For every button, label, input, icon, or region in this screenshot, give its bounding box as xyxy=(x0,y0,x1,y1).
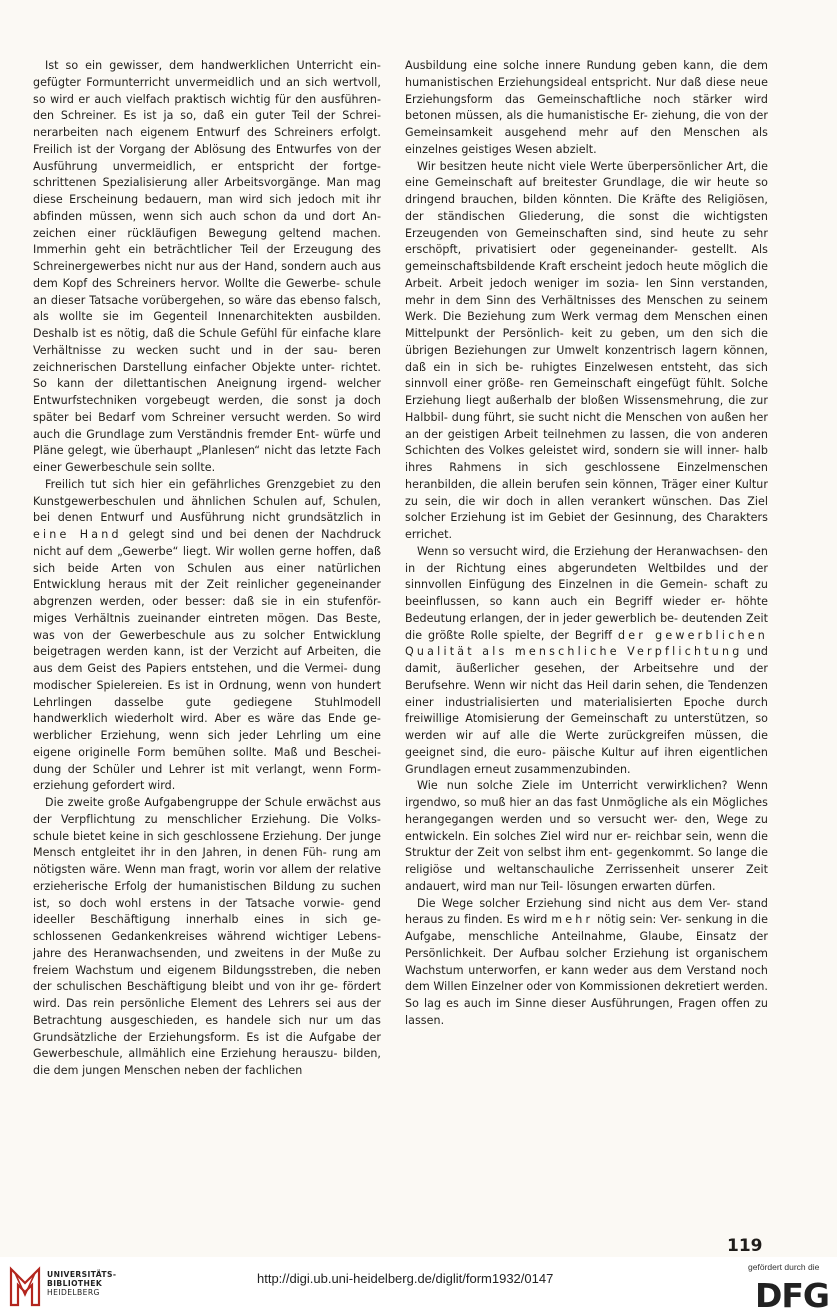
paragraph: Die zweite große Aufgabengruppe der Schule erwächst aus der Verpflichtung zu menschlicher Erziehung. Die Volks- schule bietet keine in sich geschlossene Erziehung. Der junge Mensch entgleitet ihr in den Jahren, in denen Füh- rung am nötigsten wäre. Wenn man fragt, worin vor allem der relative erzieherische Erfolg der humanistischen Bildung zu suchen ist, so doch wohl erstens in der Tatsache vorwie- gend ideeller Beschäftigung innerhalb eines in sich ge- schlossenen Gedankenkreises während wichtiger Lebens- jahre des Heranwachsenden, und zweitens in der Muße zu freiem Wachstum und eigenem Bildungsstreben, die neben der schulischen Beschäftigung bleibt und von ihr ge- fördert wird. Das rein persönliche Element des Lehrers sei aus der Betrachtung ausgeschieden, es handele sich nur um das Grundsätzliche der Erziehungsform. Es ist die Aufgabe der Gewerbeschule, allmählich eine Erziehung herauszu- bilden, die dem jungen Menschen neben der fachlichen xyxy=(33,796,381,1077)
ub-heidelberg-logo-icon[interactable] xyxy=(8,1265,42,1309)
spaced-emphasis: der gewerblichen Qualität als menschliche Verpflichtung xyxy=(405,628,768,659)
paragraph: Wie nun solche Ziele im Unterricht verwirklichen? Wenn irgendwo, so muß hier an das fast Unmögliche als ein Mögliches herangegangen werden und so versucht wer- den, Wege zu entwickeln. Ein solches Ziel wird nur er- reichbar sein, wenn die Struktur der Zeit von selbst ihm ent- gegenkommt. So lange die religiöse und weltanschauliche Zerrissenheit unserer Zeit andauert, wird man nur Teil- lösungen erwarten dürfen. xyxy=(405,779,768,893)
spaced-emphasis: mehr xyxy=(551,913,594,927)
paragraph: Ausbildung eine solche innere Rundung geben kann, die dem humanistischen Erziehungsideal entspricht. Nur daß diese neue Erziehungsform das Gemeinschaftliche noch stärker wird betonen müssen, als die humanistische Er- ziehung, die von der Gemeinsamkeit ausgehend mehr auf den Menschen als einzelnes geistiges Wesen abzielt. xyxy=(405,59,768,156)
footer-bar xyxy=(0,1257,837,1316)
paragraph: Die Wege solcher Erziehung sind nicht aus dem Ver- stand heraus zu finden. Es wird mehr nötig sein: Ver- senkung in die Aufgabe, menschliche Anteilnahme, Glaube, Einsatz der Persönlichkeit. Der Aufbau solcher Erziehung ist organischem Wachstum unterworfen, er kann weder aus dem Verstand noch dem Willen Einzelner oder von Kommissionen dekretiert werden. So lag es auch im Sinne dieser Ausführungen, Fragen offen zu lassen. xyxy=(405,896,768,1027)
dfg-logo: DFG xyxy=(755,1276,830,1315)
paragraph: Ist so ein gewisser, dem handwerklichen Unterricht ein- gefügter Formunterricht unvermeidlich und an sich wertvoll, so wird er auch vielfach praktisch wichtig für den ausführen- den Schreiner. Es ist ja so, daß ein guter Teil der Schrei- nerarbeiten nach eigenem Entwurf des Schreiners erfolgt. Freilich ist der Vorgang der Ablösung des Entwurfes von der Ausführung unvermeidlich, er entspricht der fortge- schrittenen Spezialisierung aller Arbeitsvorgänge. Man mag diese Erscheinung bedauern, man wird sich jedoch mit ihr abfinden müssen, wenn sich auch schon da und dort An- zeichen einer rückläufigen Bewegung geltend machen. Immerhin geht ein beträchtlicher Teil der Erzeugung des Schreinergewerbes nicht nur aus der Hand, sondern auch aus dem Kopf des Schreiners hervor. Wollte die Gewerbe- schule an dieser Tatsache vorübergehen, so wäre das ebenso falsch, als wollte sie im Gegenteil Innenarchitekten ausbilden. Deshalb ist es nötig, daß die Schule Gefühl für einfache klare Verhältnisse zu wecken sucht und in der sau- beren zeichnerischen Darstellung einfacher Objekte unter- richtet. So kann der dilettantischen Aneignung irgend- welcher Entwurfstechniken vorgebeugt werden, die sonst ja doch später bei Bedarf vom Schreiner versucht werden. So wird auch die Grundlage zum Verständnis fremder Ent- würfe und Pläne gelegt, wie überhaupt „Planlesen“ nicht das letzte Fach einer Gewerbeschule sein sollte. xyxy=(33,59,381,474)
spaced-emphasis: eine Hand xyxy=(33,528,122,541)
sponsor-note: gefördert durch die xyxy=(748,1262,820,1272)
library-name: UNIVERSITÄTS- BIBLIOTHEK HEIDELBERG xyxy=(47,1270,117,1297)
paragraph: Freilich tut sich hier ein gefährliches Grenzgebiet zu den Kunstgewerbeschulen und ähnlichen Schulen auf, Schulen, bei denen Entwurf und Ausführung nicht grundsätzlich in eine Hand gelegt sind und bei denen der Nachdruck nicht auf dem „Gewerbe“ liegt. Wir wollen gerne hoffen, daß sich beide Arten von Schulen aus einer natürlichen Entwicklung heraus mit der Zeit reinlicher gegeneinander abgrenzen werden, oder besser: daß sie in ein stufenför- miges Verhältnis zueinander eintreten mögen. Das Beste, was von der Gewerbeschule aus zu solcher Entwicklung beigetragen werden kann, ist der Verzicht auf Arbeiten, die aus dem Geist des Papiers entstehen, und die Vermei- dung modischer Spielereien. Es ist in Ordnung, wenn von hundert Lehrlingen dasselbe gute gediegene Stuhlmodell handwerklich wiederholt wird. Aber es wäre das Ende ge- werblicher Erziehung, wenn sich jeder Lehrling um eine eigene originelle Form bemühen sollte. Maß und Beschei- dung der Schüler und Lehrer ist mit verlangt, wenn Form- erziehung gefordert wird. xyxy=(33,477,381,793)
paragraph: Wir besitzen heute nicht viele Werte überpersönlicher Art, die eine Gemeinschaft auf breitester Grundlage, die wir heute so dringend brauchen, bilden könnten. Die Kräfte des Religiösen, der ständischen Gliederung, die sonst die wichtigsten Erzeugenden von Gemeinschaften sind, sind heute zu sehr erschöpft, privatisiert oder gegeneinander- gestellt. Als gemeinschaftsbildende Kraft erscheint jedoch heute möglich die Arbeit. Arbeit jedoch weniger im sozia- len Sinn verstanden, mehr in dem Sinn des Verhältnisses des Menschen zu seinem Werk. Die Beziehung zum Werk vermag dem Menschen einen Mittelpunkt der Persönlich- keit zu geben, um den sich die übrigen Beziehungen zur Umwelt konzentrisch lagern können, daß ein in sich be- ruhigtes Einzelwesen entsteht, das sich sinnvoll einer größe- ren Gemeinschaft eingefügt fühlt. Solche Erziehung liegt außerhalb der bloßen Wissensmehrung, die zur Halbbil- dung führt, sie sucht nicht die Menschen von außen her an der geistigen Arbeit teilnehmen zu lassen, die von anderen Schichten des Volkes geleistet wird, sondern sie will inner- halb ihres Rahmens in sich geschlossene Einzelmenschen heranbilden, die allein berufen sein können, Träger einer Kultur zu sein, die wir doch in allen verankert wünschen. Das Ziel solcher Erziehung ist im Gebiet der Gesinnung, des Charakters errichet. xyxy=(405,159,768,541)
page-number: 119 xyxy=(727,1236,763,1256)
source-url-link[interactable]: http://digi.ub.uni-heidelberg.de/diglit/form1932/0147 xyxy=(257,1271,554,1286)
right-text-column xyxy=(405,58,768,1030)
paragraph: Wenn so versucht wird, die Erziehung der Heranwachsen- den in der Richtung eines abgerundeten Weltbildes und der sinnvollen Einfügung des Einzelnen in die Gemein- schaft zu beeinflussen, so kann auch ein Begriff wieder er- höhte Bedeutung erlangen, der in jeder gewerblich be- deutenden Zeit die größte Rolle spielte, der Begriff der gewerblichen Qualität als menschliche Verpflichtung und damit, äußerlicher gesehen, der Arbeitsehre und der Berufsehre. Wenn wir nicht das Heil darin sehen, die Tendenzen einer industrialisierten und materialisierten Epoche durch freiwillige Atomisierung der Gemeinschaft zu unterstützen, so werden wir auf alle die Werte zurückgreifen müssen, die geeignet sind, die euro- päische Kultur auf ihren eigentlichen Grundlagen erneut zusammenzubinden. xyxy=(405,544,768,776)
left-text-column xyxy=(33,58,381,1080)
